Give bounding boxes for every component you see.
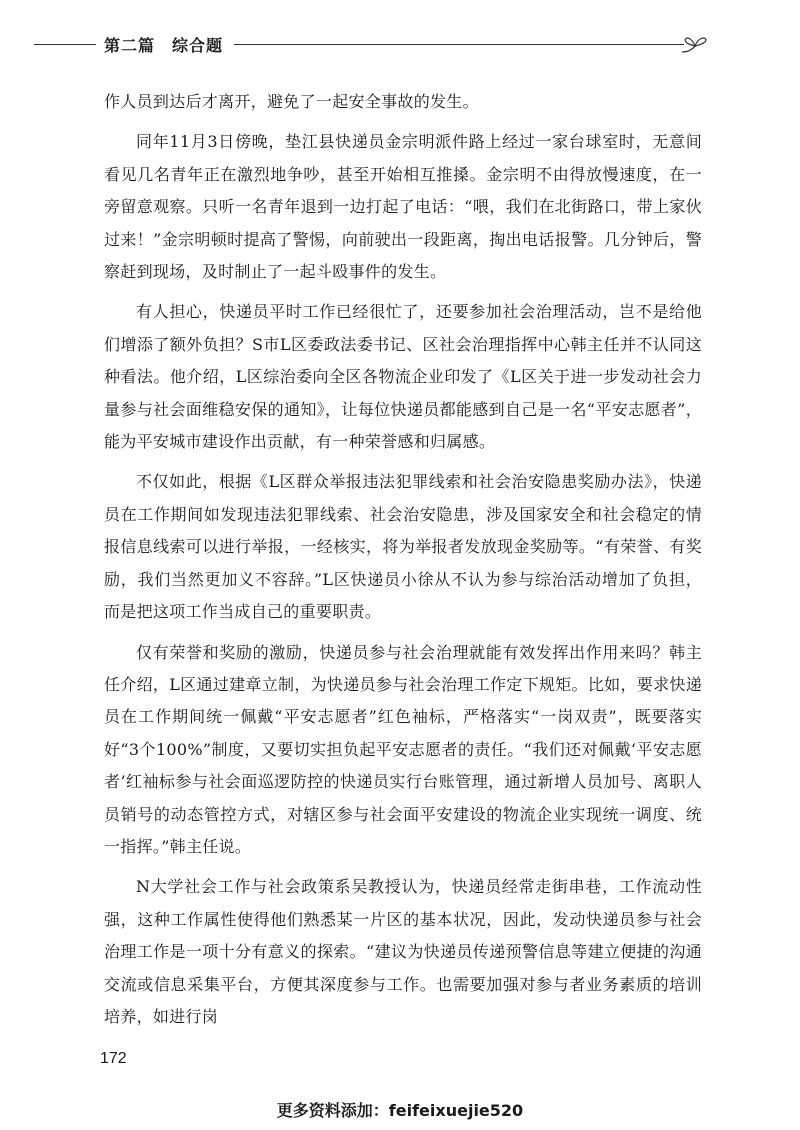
- footer-note: 更多资料添加：feifeixuejie520: [276, 1101, 524, 1120]
- paragraph: 作人员到达后才离开，避免了一起安全事故的发生。: [104, 92, 479, 111]
- header-rule-right: [234, 44, 684, 45]
- header-section-label: 综合题: [172, 36, 224, 55]
- paragraph: N大学社会工作与社会政策系吴教授认为，快递员经常走街串巷，工作流动性强，这种工作属性使得他们熟悉某一片区的基本状况，因此，发动快递员参与社会治理工作是一项十分有意义的探索。“建议为快递员传递预警信息等建立便捷的沟通交流或信息采集平台，方便其深度参与工作。也需要加强对参与者业务素质的培训培养，如进行岗: [104, 877, 702, 1026]
- paragraph: 同年11月3日傍晚，垫江县快递员金宗明派件路上经过一家台球室时，无意间看见几名青年正在激烈地争吵，甚至开始相互推搡。金宗明不由得放慢速度，在一旁留意观察。只听一名青年退到一边打起了电话：“喂，我们在北街路口，带上家伙过来！”金宗明顿时提高了警惕，向前驶出一段距离，掏出电话报警。几分钟后，警察赶到现场，及时制止了一起斗殴事件的发生。: [104, 132, 702, 282]
- header-part-label: 第二篇: [104, 36, 156, 55]
- paragraph: 有人担心，快递员平时工作已经很忙了，还要参加社会治理活动，岂不是给他们增添了额外负担？S市L区委政法委书记、区社会治理指挥中心韩主任并不认同这种看法。他介绍，L区综治委向全区各物流企业印发了《L区关于进一步发动社会力量参与社会面维稳安保的通知》，让每位快递员都能感到自己是一名“平安志愿者”，能为平安城市建设作出贡献，有一种荣誉感和归属感。: [104, 302, 702, 452]
- page-number: 172: [100, 1050, 127, 1067]
- paragraph: 不仅如此，根据《L区群众举报违法犯罪线索和社会治安隐患奖励办法》，快递员在工作期间如发现违法犯罪线索、社会治安隐患，涉及国家安全和社会稳定的情报信息线索可以进行举报，一经核实，将为举报者发放现金奖励等。“有荣誉、有奖励，我们当然更加义不容辞。”L区快递员小徐从不认为参与综治活动增加了负担，而是把这项工作当成自己的重要职责。: [104, 472, 702, 622]
- page-body: [104, 86, 702, 1041]
- header-rule-left: [34, 44, 96, 45]
- sprout-icon: [680, 30, 710, 60]
- paragraph: 仅有荣誉和奖励的激励，快递员参与社会治理就能有效发挥出作用来吗？韩主任介绍，L区通过建章立制，为快递员参与社会治理工作定下规矩。比如，要求快递员在工作期间统一佩戴“平安志愿者”红色袖标，严格落实“一岗双责”，既要落实好“3个100%”制度，又要切实担负起平安志愿者的责任。“我们还对佩戴‘平安志愿者’红袖标参与社会面巡逻防控的快递员实行台账管理，通过新增人员加号、离职人员销号的动态管控方式，对辖区参与社会面平安建设的物流企业实现统一调度、统一指挥。”韩主任说。: [104, 642, 702, 856]
- running-header: [0, 30, 800, 62]
